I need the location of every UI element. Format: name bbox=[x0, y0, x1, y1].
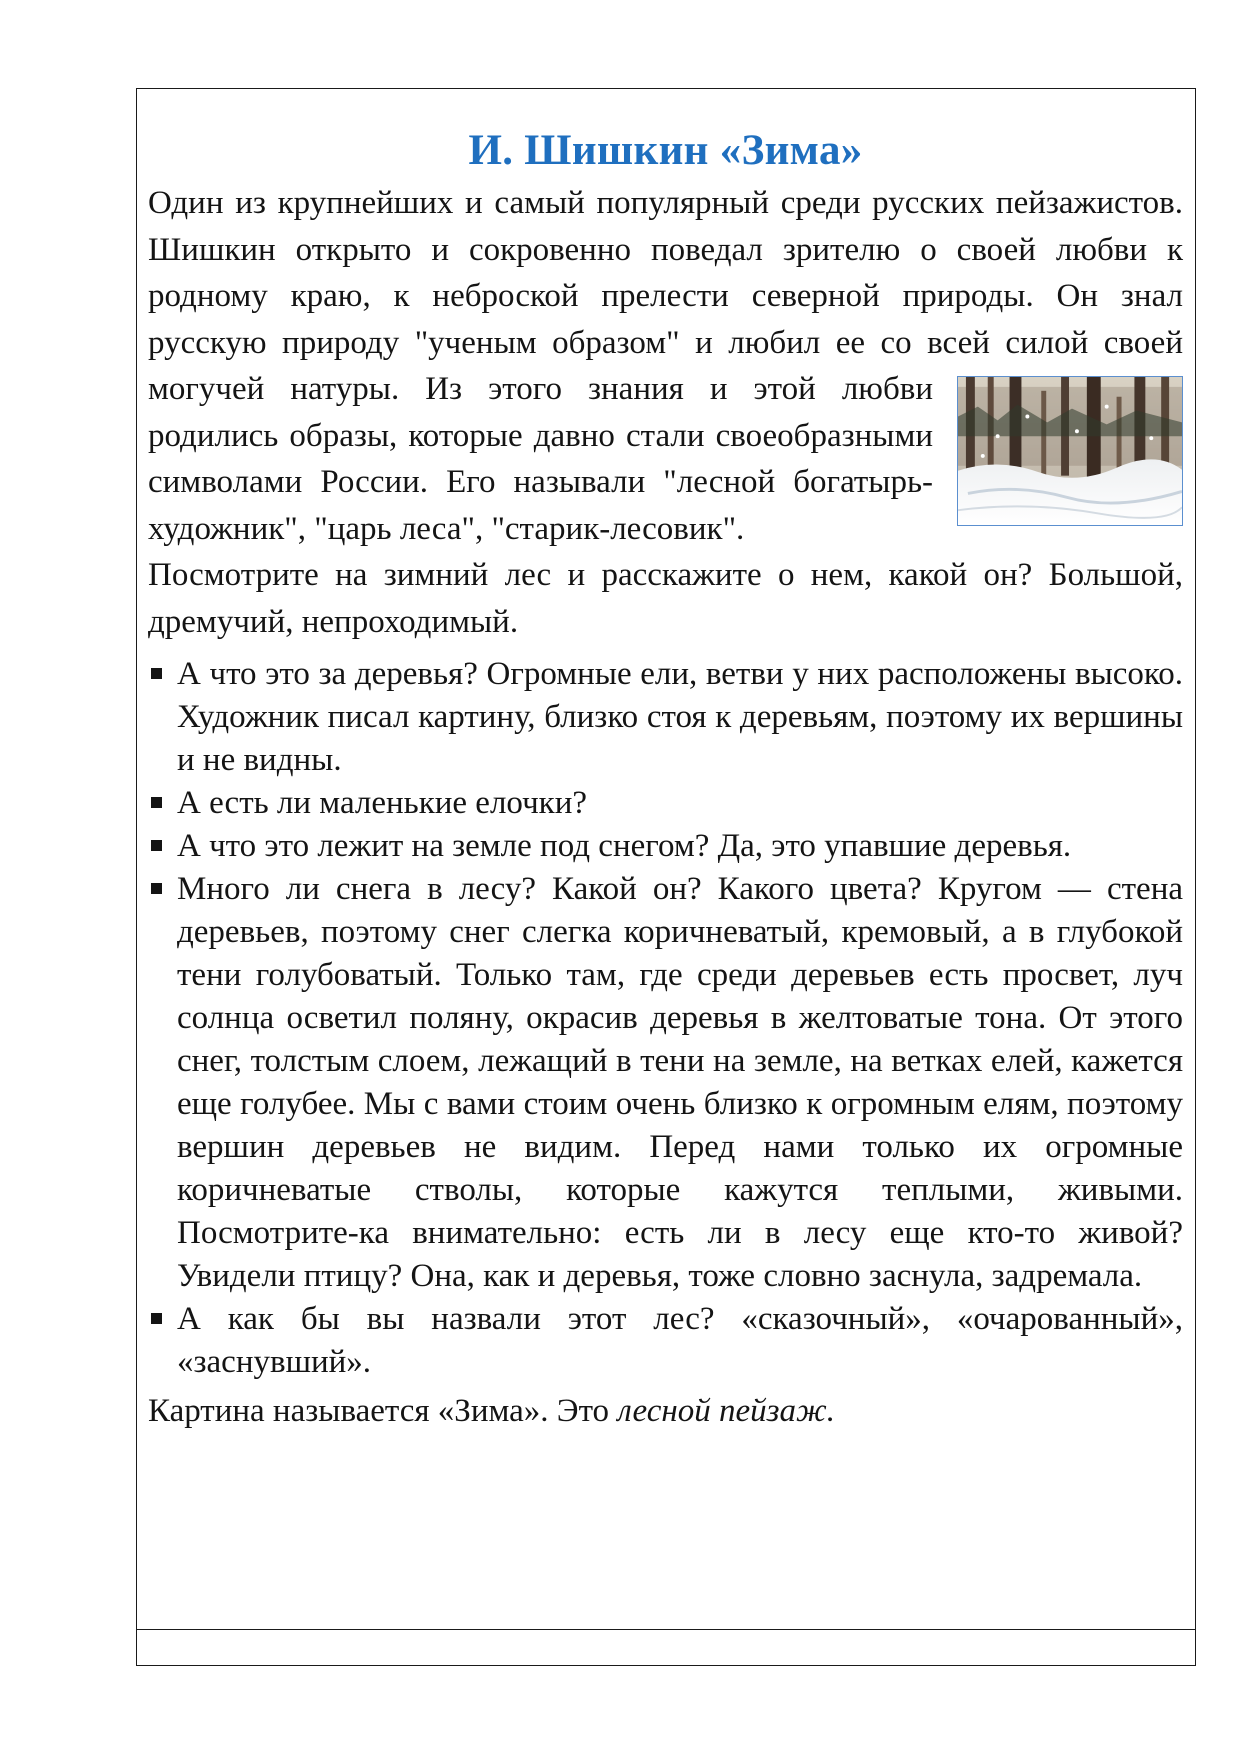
bullet-icon bbox=[151, 840, 162, 851]
closing-italic: лесной пейзаж. bbox=[617, 1393, 835, 1429]
questions-list bbox=[148, 653, 1183, 1384]
list-item: Много ли снега в лесу? Какой он? Какого цвета? Кругом — стена деревьев, поэтому снег слегка коричневатый, кремовый, а в глубокой тени голубоватый. Только там, где среди деревьев есть просвет, луч солнца осветил поляну, окрасив деревья в желтоватые тона. От этого снег, толстым слоем, лежащий в тени на земле, на ветках елей, кажется еще голубее. Мы с вами стоим очень близко к огромным елям, поэтому вершин деревьев не видим. Перед нами только их огромные коричневатые стволы, которые кажутся теплыми, живыми. Посмотрите-ка внимательно: есть ли в лесу еще кто-то живой? Увидели птицу? Она, как и деревья, тоже словно заснула, задремала. bbox=[148, 868, 1183, 1298]
bullet-icon bbox=[151, 1313, 162, 1324]
document-body bbox=[148, 124, 1183, 1434]
intro-text-top: Один из крупнейших и самый популярный среди русских пейзажистов. Шишкин открыто и сокровенно поведал зрителю о своей любви к родному краю, к неброской прелести северной природы. Он знал русскую природу "ученым образом" и любил ее со всей силой своей могучей натуры. Из этого знания и этой bbox=[148, 185, 1183, 407]
bullet-icon bbox=[151, 797, 162, 808]
closing-text: Картина называется «Зима». Это bbox=[148, 1393, 618, 1429]
footer-divider bbox=[137, 1629, 1195, 1630]
closing-paragraph bbox=[148, 1388, 1183, 1434]
winter-forest-painting bbox=[957, 376, 1183, 526]
intro-paragraph bbox=[148, 180, 1183, 552]
bullet-icon bbox=[151, 883, 162, 894]
prompt-paragraph: Посмотрите на зимний лес и расскажите о нем, какой он? Большой, дремучий, непроходимый. bbox=[148, 557, 1183, 640]
bullet-icon bbox=[151, 668, 162, 679]
winter-forest-icon bbox=[958, 377, 1182, 525]
intro-text-wrap: любви родились образы, которые давно стали своеобразными символами России. Его называли "лесной богатырь-художник", "царь леса", "старик-лесовик". bbox=[148, 371, 933, 547]
list-item: А что это лежит на земле под снегом? Да, это упавшие деревья. bbox=[148, 825, 1183, 868]
list-item: А есть ли маленькие елочки? bbox=[148, 782, 1183, 825]
page-title: И. Шишкин «Зима» bbox=[468, 127, 863, 174]
list-item: А как бы вы назвали этот лес? «сказочный», «очарованный», «заснувший». bbox=[148, 1298, 1183, 1384]
list-item: А что это за деревья? Огромные ели, ветви у них расположены высоко. Художник писал картину, близко стоя к деревьям, поэтому их вершины и не видны. bbox=[148, 653, 1183, 782]
